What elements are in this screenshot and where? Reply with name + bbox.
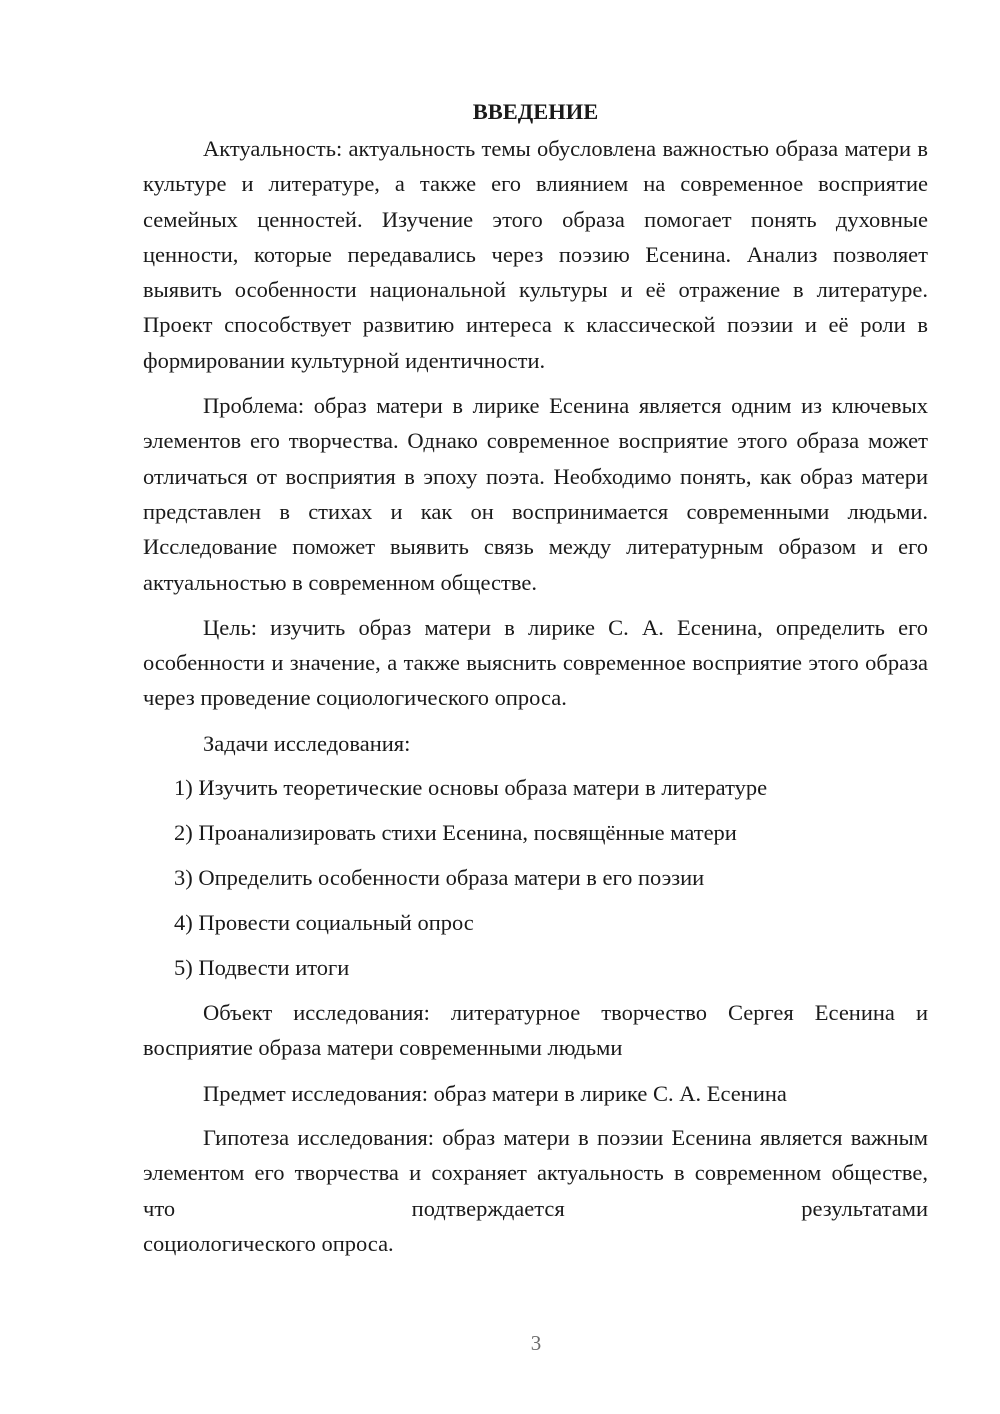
hypothesis-main-text [143,1120,928,1226]
task-item: 5) Подвести итоги [174,955,350,981]
hypothesis-end-text: социологического опроса. [143,1230,394,1256]
tasks-heading: Задачи исследования: [203,730,411,756]
task-item: 4) Провести социальный опрос [174,910,474,936]
problem-paragraph: Проблема: образ матери в лирике Есенина является одним из ключевых элементов его творчества. Однако современное восприятие этого образа может отличаться от восприятия в эпоху поэта. Необходимо понять, как образ матери представлен в стихах и как он воспринимается современными людьми. Исследование поможет выявить связь между литературным образом и его актуальностью в современном обществе. [143,393,928,595]
tasks-list [143,770,928,985]
page-content [143,94,928,1261]
subject-paragraph: Предмет исследования: образ матери в лирике С. А. Есенина [203,1080,787,1106]
task-item: 1) Изучить теоретические основы образа матери в литературе [174,775,768,801]
hypothesis-text: Гипотеза исследования: образ матери в поэзии Есенина является важным элементом его творчества и сохраняет актуальность в современном обществе, что подтверждается результатами [143,1124,928,1221]
section-title: ВВЕДЕНИЕ [472,99,599,124]
page-number: 3 [530,1331,542,1355]
hypothesis-paragraph [143,1120,928,1261]
goal-paragraph: Цель: изучить образ матери в лирике С. А. Есенина, определить его особенности и значение, а также выяснить современное восприятие этого образа через проведение социологического опроса. [143,614,928,711]
task-item: 3) Определить особенности образа матери в его поэзии [174,865,705,891]
object-paragraph: Объект исследования: литературное творчество Сергея Есенина и восприятие образа матери современными людьми [143,1000,928,1061]
task-item: 2) Проанализировать стихи Есенина, посвящённые матери [174,820,737,846]
relevance-paragraph: Актуальность: актуальность темы обусловлена важностью образа матери в культуре и литературе, а также его влиянием на современное восприятие семейных ценностей. Изучение этого образа помогает понять духовные ценности, которые передавались через поэзию Есенина. Анализ позволяет выявить особенности национальной культуры и её отражение в литературе. Проект способствует развитию интереса к классической поэзии и её роли в формировании культурной идентичности. [143,136,928,373]
